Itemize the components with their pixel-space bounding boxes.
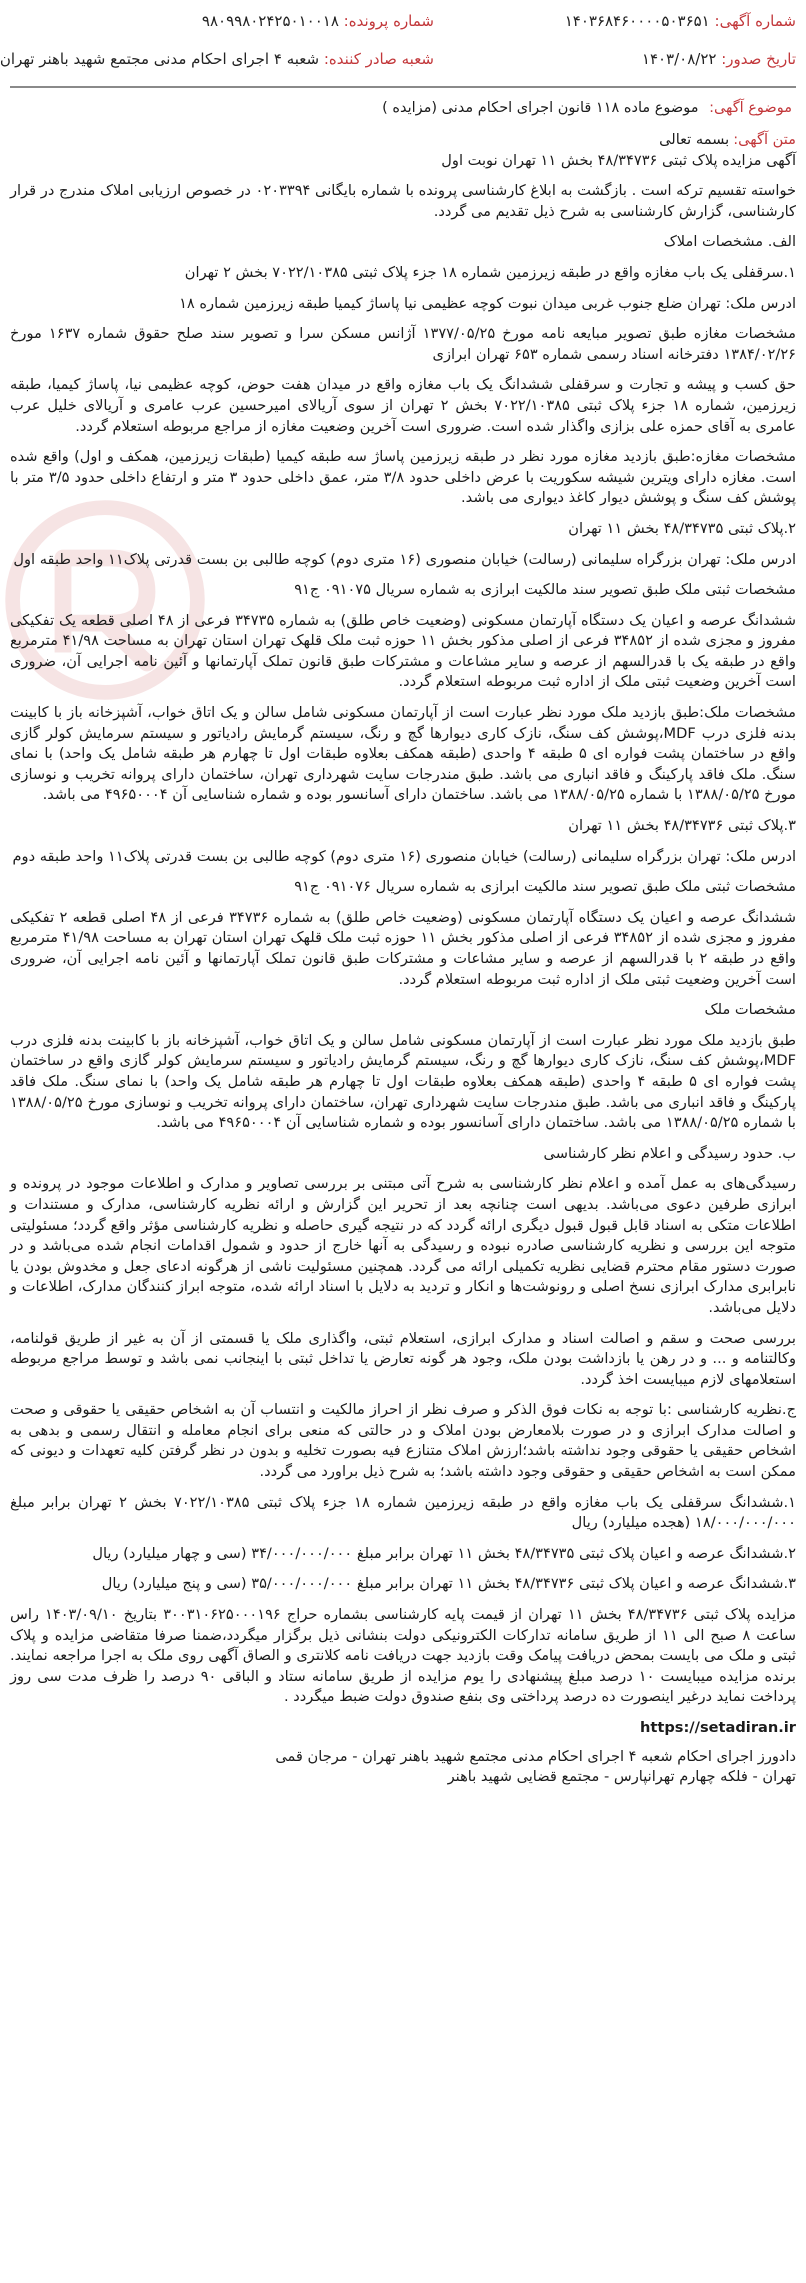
body-paragraph: ۲.پلاک ثبتی ۴۸/۳۴۷۳۵ بخش ۱۱ تهران <box>568 519 796 537</box>
body-paragraph: ادرس ملک: تهران ضلع جنوب غربی میدان نبوت کوچه عظیمی نیا پاساژ کیمیا طبقه زیرزمین شماره ۱۸ <box>179 294 796 312</box>
body-paragraph: مشخصات مغازه:طبق بازدید مغازه مورد نظر در طبقه زیرزمین پاساژ سه طبقه کیمیا (طبقات زیرزمین، همکف و اول) واقع شده است. مغازه دارای ویترین شیشه سکوریت با عرض داخلی حدود ۳/۸ متر، عمق داخلی حدود ۳ متر و ارتفاع داخلی حدود ۳/۵ متر با پوشش کف سنگ و پوشش دیوار کاغذ دیواری می باشد. <box>10 448 797 507</box>
body-paragraph: مشخصات ثبتی ملک طبق تصویر سند مالکیت ابرازی به شماره سریال ۰۹۱۰۷۶ ج۹۱ <box>294 878 796 896</box>
ad-header <box>0 0 796 88</box>
body-paragraph: مشخصات ثبتی ملک طبق تصویر سند مالکیت ابرازی به شماره سریال ۰۹۱۰۷۵ ج۹۱ <box>294 581 796 599</box>
body-paragraph: بررسی صحت و سقم و اصالت اسناد و مدارک ابرازی، استعلام ثبتی، واگذاری ملک یا قسمتی از آن به غیر از طریق قولنامه، وکالتنامه و ... و در رهن یا بازداشت بودن ملک، وجود هر گونه تعارض یا تداخل ثبتی با اینجانب نمی باشد و توسط مراجع مربوطه استعلامهای لازم میبایست اخذ گردد. <box>10 1329 796 1388</box>
body-paragraph: مشخصات ملک:طبق بازدید ملک مورد نظر عبارت است از آپارتمان مسکونی شامل سالن و یک اتاق خواب، آشپزخانه باز با کابینت بدنه فلزی درب MDF،پوشش کف سنگ، نازک کاری دیوارها گچ و رنگ، سیستم گرمایش رادیاتور و سیستم سرمایش کولر گازی واقع در ساختمان پشت فواره ای ۵ طبقه ۴ واحدی (طبقه همکف بعلاوه طبقات اول تا چهارم هر طبقه شامل یک واحد) با نمای سنگ. ملک فاقد پارکینگ و فاقد انباری می باشد. طبق مندرجات سایت شهرداری تهران، ساختمان دارای پروانه تخریب و نوسازی مورخ ۱۳۸۸/۰۵/۲۵ با شماره ۱۳۸۸/۰۵/۲۵ می باشد. ساختمان دارای آسانسور بوده و شماره شناسایی آن ۴۹۶۵۰۰۰۴ می باشد. <box>10 704 797 804</box>
case-number <box>202 12 434 30</box>
case-number-value: ۹۸۰۹۹۸۰۲۴۲۵۰۱۰۰۱۸ <box>201 12 339 30</box>
ad-subject <box>14 88 792 116</box>
body-paragraph: ۲.ششدانگ عرصه و اعیان پلاک ثبتی ۴۸/۳۴۷۳۵ بخش ۱۱ تهران برابر مبلغ ۳۴/۰۰۰/۰۰۰/۰۰۰ (سی و چهار میلیارد) ریال <box>92 1544 796 1562</box>
body-paragraph: خواسته تقسیم ترکه است . بازگشت به ابلاغ کارشناسی پرونده با شماره بایگانی ۰۲۰۳۳۹۴ در خصوص ارزیابی املاک مندرج در قرار کارشناسی، گزارش کارشناسی به شرح ذیل تقدیم می گردد. <box>10 182 796 220</box>
ad-body <box>10 130 796 1788</box>
body-paragraph: ادرس ملک: تهران بزرگراه سلیمانی (رسالت) خیابان منصوری (۱۶ متری دوم) کوچه طالبی بن بست قدرتی پلاک۱۱ واحد طبقه اول <box>13 550 796 568</box>
issue-date <box>642 50 796 68</box>
body-title-line <box>10 130 796 151</box>
body-paragraph: تهران - فلکه چهارم تهرانپارس - مجتمع قضایی شهید باهنر <box>447 1768 796 1786</box>
issue-date-value: ۱۴۰۳/۰۸/۲۲ <box>641 50 717 68</box>
body-paragraph: ادرس ملک: تهران بزرگراه سلیمانی (رسالت) خیابان منصوری (۱۶ متری دوم) کوچه طالبی بن بست قدرتی پلاک۱۱ واحد طبقه دوم <box>12 847 796 865</box>
body-paragraph: ب. حدود رسیدگی و اعلام نظر کارشناسی <box>543 1144 796 1162</box>
body-paragraph: ۳.ششدانگ عرصه و اعیان پلاک ثبتی ۴۸/۳۴۷۳۶ بخش ۱۱ تهران برابر مبلغ ۳۵/۰۰۰/۰۰۰/۰۰۰ (سی و پنج میلیارد) ریال <box>101 1575 796 1593</box>
ad-number <box>565 12 796 30</box>
body-paragraph: مزایده پلاک ثبتی ۴۸/۳۴۷۳۶ بخش ۱۱ تهران از قیمت پایه کارشناسی بشماره حراج ۳۰۰۳۱۰۶۲۵۰۰۰۱۹۶ بتاریخ ۱۴۰۳/۰۹/۱۰ راس ساعت ۸ صبح الی ۱۱ از طریق سامانه تدارکات الکترونیکی دولت بنشانی ذیل برگزار میگردد،ضمنا صرفا متقاضی مزایده و پلاک ثبتی و ملک می بایست بمحض دریافت پیامک وقت بازدید جهت دریافت نامه کلانتری و الصاق آگهی روی ملک به اجرا مراجعه نمایند. برنده مزایده میبایست ۱۰ درصد مبلغ پیشنهادی را یوم مزایده از طریق سامانه ستاد و الباقی ۹۰ درصد را ظرف مدت سی روز پرداخت نماید درغیر اینصورت ده درصد پرداختی وی بنفع صندوق دولت ضبط میگردد . <box>10 1606 796 1706</box>
body-paragraph: بسمه تعالی <box>659 131 730 148</box>
body-paragraph: مشخصات ملک <box>704 1001 796 1019</box>
body-paragraph: دادورز اجرای احکام شعبه ۴ اجرای احکام مدنی مجتمع شهید باهنر تهران - مرجان قمی <box>275 1747 796 1765</box>
ad-number-label: شماره آگهی: <box>714 12 796 30</box>
ad-subject-value: موضوع ماده ۱۱۸ قانون اجرای احکام مدنی (مزایده ) <box>382 100 699 116</box>
issue-date-label: تاریخ صدور: <box>721 50 796 68</box>
setadiran-link[interactable]: https://setadiran.ir <box>639 1719 796 1736</box>
issuing-branch <box>0 50 434 68</box>
ad-number-value: ۱۴۰۳۶۸۴۶۰۰۰۰۵۰۳۶۵۱ <box>564 12 710 30</box>
body-paragraph: حق کسب و پیشه و تجارت و سرقفلی ششدانگ یک باب مغازه واقع در میدان هفت حوض، کوچه عظیمی نیا، پاساژ کیمیا، طبقه زیرزمین، شماره ۱۸ جزء پلاک ثبتی ۷۰۲۲/۱۰۳۸۵ بخش ۲ تهران از سوی آریالای امیرحسین عرب عامری و آریالای خلیل عرب عامری به آقای حمزه علی بزازی واگذار شده است. ضروری است آخرین وضعیت مغازه از مراجع مربوطه استعلام گردد. <box>10 376 797 435</box>
body-paragraph: ۱.سرقفلی یک باب مغازه واقع در طبقه زیرزمین شماره ۱۸ جزء پلاک ثبتی ۷۰۲۲/۱۰۳۸۵ بخش ۲ تهران <box>184 263 796 281</box>
issuing-branch-value: شعبه ۴ اجرای احکام مدنی مجتمع شهید باهنر تهران <box>0 50 320 68</box>
body-paragraph: رسیدگی‌های به عمل آمده و اعلام نظر کارشناسی به شرح آتی مبتنی بر بررسی تصاویر و مدارک و اطلاعات موجود در پرونده و ابرازی طرفین دعوی می‌باشد. بدیهی است چنانچه بعد از تحریر این گزارش و ارائه نظریه کارشناسی، مدارک و مستندات و اطلاعات متکی به اسناد قابل قبول قبول دیگری ارائه گردد که در نتیجه گیری حاصله و نظریه کارشناسی مؤثر واقع گردد؛ مسئولیتی متوجه این بررسی و نظریه کارشناسی صادره نبوده و رسیدگی به آنها خارج از حدود و شمول اقدامات انجام شده می‌باشد و در صورت دستور مقام محترم قضایی نظریه تکمیلی ارائه می گردد. همچنین مسئولیت ناشی از هرگونه ادعای جعل و مخدوش بودن یا نابرابری مدارک ابرازی نسخ اصلی و رونوشت‌ها و انکار و تردید به دلایل با اسناد ارائه شده، متوجه ابراز کنندگان مدارک، اطلاعات و دلایل می‌باشد. <box>10 1175 796 1316</box>
body-paragraph: آگهی مزایده پلاک ثبتی ۴۸/۳۴۷۳۶ بخش ۱۱ تهران نوبت اول <box>441 151 796 169</box>
body-paragraph: ۳.پلاک ثبتی ۴۸/۳۴۷۳۶ بخش ۱۱ تهران <box>568 817 796 835</box>
body-paragraph: ششدانگ عرصه و اعیان یک دستگاه آپارتمان مسکونی (وضعیت خاص طلق) به شماره ۳۴۷۳۶ فرعی از ۴۸ اصلی قطعه ۲ تفکیکی مفروز و مجزی شده از ۳۴۸۵۲ فرعی از اصلی مذکور بخش ۱۱ حوزه ثبت ملک قلهک تهران استان تهران به مساحت ۴۱/۹۸ مترمربع واقع در طبقه ۲ با قدرالسهم از عرصه و سایر مشاعات و مشترکات طبق قانون تملک آپارتمانها و آئین نامه اجرایی آن، ضروری است آخرین وضعیت ثبتی ملک از اداره ثبت مربوطه استعلام گردد. <box>10 908 797 988</box>
body-paragraph: ۱.ششدانگ سرقفلی یک باب مغازه واقع در طبقه زیرزمین شماره ۱۸ جزء پلاک ثبتی ۷۰۲۲/۱۰۳۸۵ بخش ۲ تهران برابر مبلغ ۱۸/۰۰۰/۰۰۰/۰۰۰ (هجده میلیارد) ریال <box>10 1493 797 1532</box>
ad-text-label: متن آگهی: <box>733 131 796 148</box>
issuing-branch-label: شعبه صادر کننده: <box>323 50 434 68</box>
body-paragraph: ج.نظریه کارشناسی :با توجه به نکات فوق الذکر و صرف نظر از احراز مالکیت و انتساب آن به اشخاص حقیقی یا حقوقی و صحت و اصالت مدارک ابرازی و در صورت بلامعارض بودن املاک و در حالتی که منعی برای انجام معامله و انتقال رسمی و بدهی به اشخاص حقیقی یا حقوقی وجود نداشته باشد؛ارزش املاک متنازع فیه بصورت تخلیه و بدون در نظر گرفتن کلیه تعهدات و دیونی که ممکن است به اشخاص حقیقی و حقوقی وجود داشته باشد؛ به شرح ذیل براورد می گردد. <box>10 1401 796 1481</box>
body-paragraph: طبق بازدید ملک مورد نظر عبارت است از آپارتمان مسکونی شامل سالن و یک اتاق خواب، آشپزخانه باز با کابینت بدنه فلزی درب MDF،پوشش کف سنگ، نازک کاری دیوارها گچ و رنگ، سیستم گرمایش رادیاتور و سیستم سرمایش کولر گازی واقع در ساختمان پشت فواره ای ۵ طبقه ۴ واحدی (طبقه همکف بعلاوه طبقات اول تا چهارم هر طبقه شامل یک واحد) با نمای سنگ. ملک فاقد پارکینگ و فاقد انباری می باشد. طبق مندرجات سایت شهرداری تهران، ساختمان دارای پروانه تخریب و نوسازی مورخ ۱۳۸۸/۰۵/۲۵ با شماره ۱۳۸۸/۰۵/۲۵ می باشد. ساختمان دارای آسانسور بوده و شماره شناسایی آن ۴۹۶۵۰۰۰۴ می باشد. <box>10 1031 796 1132</box>
ad-subject-label: موضوع آگهی: <box>709 100 792 116</box>
body-paragraph: ششدانگ عرصه و اعیان یک دستگاه آپارتمان مسکونی (وضعیت خاص طلق) به شماره ۳۴۷۳۵ فرعی از ۴۸ اصلی قطعه یک تفکیکی مفروز و مجزی شده از ۳۴۸۵۲ فرعی از اصلی مذکور بخش ۱۱ حوزه ثبت ملک قلهک تهران استان تهران به مساحت ۴۱/۹۸ مترمربع واقع در طبقه یک با قدرالسهم از عرصه و سایر مشاعات و مشترکات طبق قانون تملک آپارتمانها و آئین نامه اجرایی آن، ضروری است آخرین وضعیت ثبتی ملک از اداره ثبت مربوطه استعلام گردد. <box>10 611 797 691</box>
case-number-label: شماره پرونده: <box>343 12 434 30</box>
body-paragraph: الف. مشخصات املاک <box>663 233 796 251</box>
body-paragraph: مشخصات مغازه طبق تصویر مبایعه نامه مورخ ۱۳۷۷/۰۵/۲۵ آژانس مسکن سرا و تصویر سند صلح حقوق شماره ۱۶۳۷ مورخ ۱۳۸۴/۰۲/۲۶ دفترخانه اسناد رسمی شماره ۶۵۳ تهران ابرازی <box>10 325 796 363</box>
